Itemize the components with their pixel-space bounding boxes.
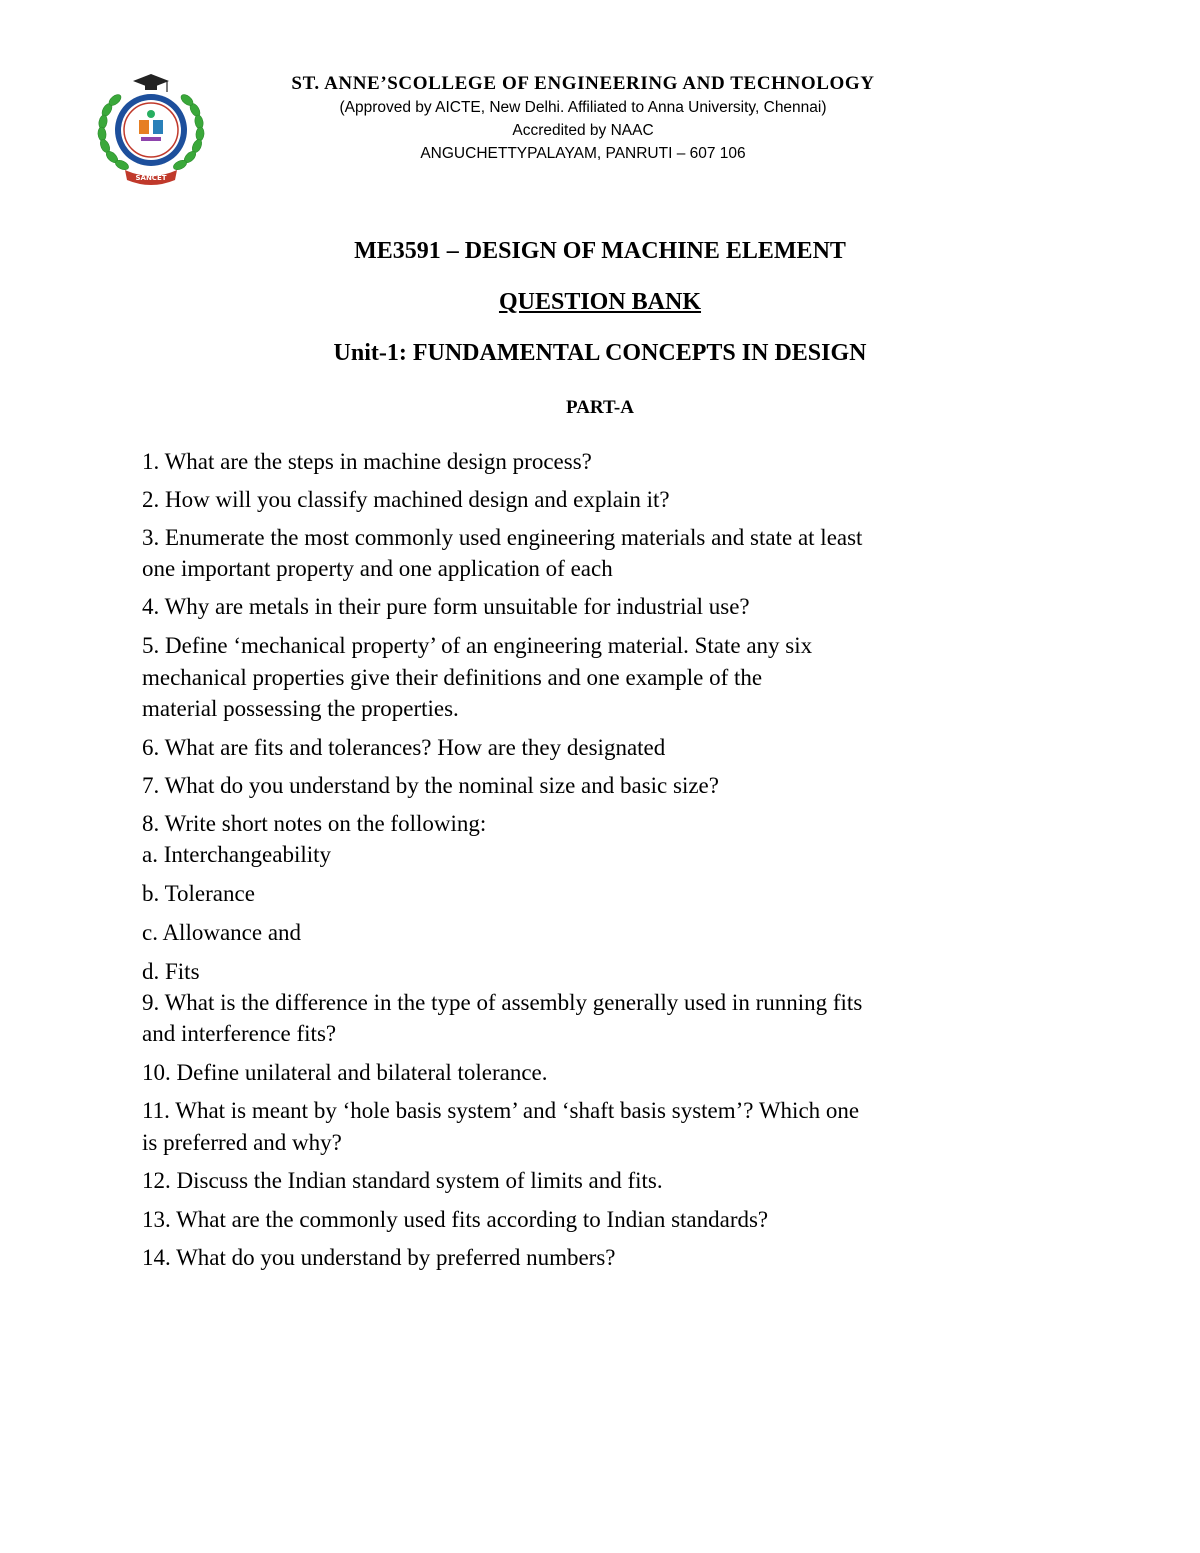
question-line: 6. What are fits and tolerances? How are they designated — [142, 735, 666, 760]
question-line: one important property and one application of each — [142, 556, 613, 581]
course-title: ME3591 – DESIGN OF MACHINE ELEMENT — [354, 238, 846, 264]
question-line: c. Allowance and — [142, 920, 302, 945]
question-line: 14. What do you understand by preferred numbers? — [142, 1245, 616, 1270]
question-line: b. Tolerance — [142, 881, 255, 906]
question-line: d. Fits — [142, 959, 200, 984]
question-line: material possessing the properties. — [142, 696, 459, 721]
question-line: 2. How will you classify machined design and explain it? — [142, 487, 670, 512]
question-line: 11. What is meant by ‘hole basis system’ and ‘shaft basis system’? Which one — [142, 1098, 860, 1123]
accreditation-line: Accredited by NAAC — [512, 122, 654, 139]
address-line: ANGUCHETTYPALAYAM, PANRUTI – 607 106 — [420, 145, 746, 162]
question-line: 4. Why are metals in their pure form unsuitable for industrial use? — [142, 594, 750, 619]
question-line: 1. What are the steps in machine design process? — [142, 449, 592, 474]
logo-text: SANCET — [135, 174, 167, 182]
approval-line: (Approved by AICTE, New Delhi. Affiliated to Anna University, Chennai) — [339, 99, 827, 116]
college-header — [215, 72, 951, 165]
part-title: PART-A — [566, 397, 634, 418]
question-line: 3. Enumerate the most commonly used engineering materials and state at least — [142, 525, 863, 550]
question-line: and interference fits? — [142, 1021, 337, 1046]
question-line: 9. What is the difference in the type of assembly generally used in running fits — [142, 990, 863, 1015]
question-line: 5. Define ‘mechanical property’ of an engineering material. State any six — [142, 633, 813, 658]
college-logo — [95, 70, 207, 188]
question-line: 7. What do you understand by the nominal size and basic size? — [142, 773, 719, 798]
college-name: ST. ANNE’SCOLLEGE OF ENGINEERING AND TECHNOLOGY — [291, 73, 875, 94]
question-bank-title: QUESTION BANK — [498, 289, 702, 315]
question-line: 13. What are the commonly used fits according to Indian standards? — [142, 1207, 769, 1232]
question-line: is preferred and why? — [142, 1130, 342, 1155]
unit-title: Unit-1: FUNDAMENTAL CONCEPTS IN DESIGN — [333, 340, 867, 366]
question-line: 10. Define unilateral and bilateral tolerance. — [142, 1060, 548, 1085]
question-line: 8. Write short notes on the following: — [142, 811, 487, 836]
question-line: 12. Discuss the Indian standard system of limits and fits. — [142, 1168, 663, 1193]
question-line: mechanical properties give their definitions and one example of the — [142, 665, 763, 690]
question-line: a. Interchangeability — [142, 842, 332, 867]
